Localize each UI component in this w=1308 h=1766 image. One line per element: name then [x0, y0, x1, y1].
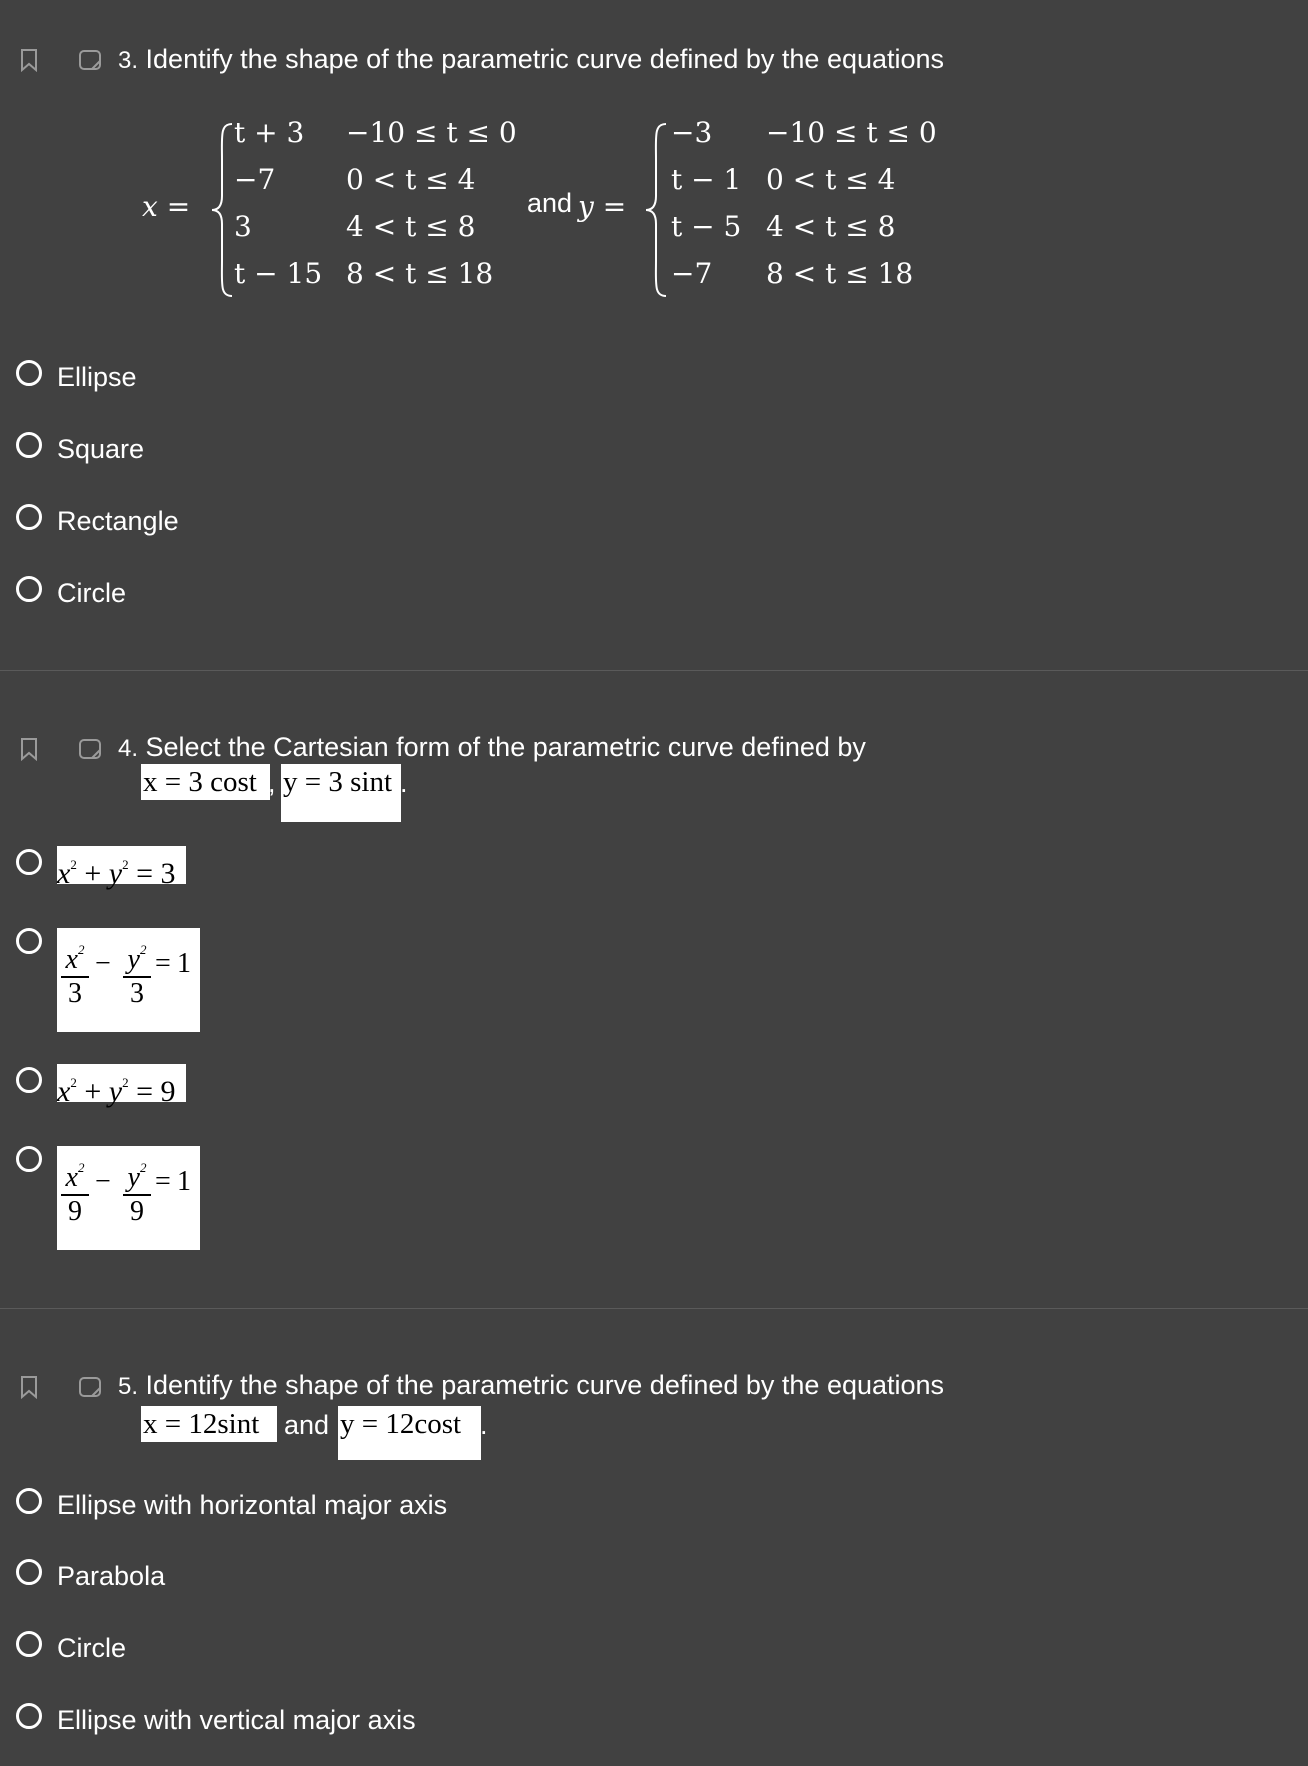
radio-button[interactable] — [16, 1488, 42, 1514]
equation-x: x = 12sint — [141, 1406, 277, 1442]
option-math[interactable]: $x^2 + y^2 = 9$ — [57, 1064, 186, 1102]
option-label[interactable]: Circle — [57, 578, 127, 608]
equation-y: y = 3 sint — [281, 764, 401, 822]
question-number: 3. — [118, 47, 139, 74]
x-case-expr: 3 — [234, 210, 252, 243]
radio-button[interactable] — [16, 504, 42, 530]
flag-icon[interactable] — [78, 738, 102, 760]
y-case-cond: 4 < t ≤ 8 — [766, 210, 896, 243]
radio-button[interactable] — [16, 1067, 42, 1093]
question-text: Identify the shape of the parametric curve defined by the equations — [145, 44, 945, 74]
bookmark-icon[interactable] — [20, 1375, 38, 1399]
y-lhs: y = — [578, 190, 627, 223]
question-number: 4. — [118, 735, 139, 762]
period: . — [480, 1410, 488, 1440]
bookmark-icon[interactable] — [20, 48, 38, 72]
left-brace-x — [210, 120, 236, 300]
option-label[interactable]: Square — [57, 434, 145, 464]
x-lhs: x = — [142, 190, 191, 223]
option-label[interactable]: Rectangle — [57, 506, 179, 536]
x-case-expr: −7 — [234, 163, 276, 196]
radio-button[interactable] — [16, 1631, 42, 1657]
option-math[interactable]: $x^2$ 9 − $y^2$ 9 = 1 — [57, 1146, 200, 1250]
y-case-expr: t − 1 — [671, 163, 742, 196]
radio-button[interactable] — [16, 849, 42, 875]
y-case-cond: 0 < t ≤ 4 — [766, 163, 896, 196]
y-case-expr: −7 — [671, 257, 713, 290]
x-case-expr: t + 3 — [234, 116, 305, 149]
radio-button[interactable] — [16, 928, 42, 954]
radio-button[interactable] — [16, 360, 42, 386]
question-number: 5. — [118, 1373, 139, 1400]
equation-x: x = 3 cost — [141, 764, 270, 800]
option-label[interactable]: Ellipse — [57, 362, 137, 392]
and-label: and — [284, 1410, 330, 1440]
bookmark-icon[interactable] — [20, 737, 38, 761]
x-case-cond: 4 < t ≤ 8 — [346, 210, 476, 243]
y-case-expr: −3 — [671, 116, 713, 149]
option-math[interactable]: $x^2$ 3 − $y^2$ 3 = 1 — [57, 928, 200, 1032]
x-case-cond: 8 < t ≤ 18 — [346, 257, 494, 290]
y-case-cond: −10 ≤ t ≤ 0 — [766, 116, 937, 149]
flag-icon[interactable] — [78, 1376, 102, 1398]
x-case-cond: −10 ≤ t ≤ 0 — [346, 116, 517, 149]
option-label[interactable]: Parabola — [57, 1561, 166, 1591]
y-case-expr: t − 5 — [671, 210, 742, 243]
and-label: and — [527, 188, 573, 218]
option-label[interactable]: Ellipse with horizontal major axis — [57, 1490, 448, 1520]
radio-button[interactable] — [16, 1559, 42, 1585]
x-case-expr: t − 15 — [234, 257, 323, 290]
comma: , — [268, 768, 276, 798]
x-case-cond: 0 < t ≤ 4 — [346, 163, 476, 196]
option-label[interactable]: Circle — [57, 1633, 127, 1663]
option-math[interactable]: $x^2 + y^2 = 3$ — [57, 846, 186, 884]
y-case-cond: 8 < t ≤ 18 — [766, 257, 914, 290]
divider — [0, 670, 1308, 671]
radio-button[interactable] — [16, 432, 42, 458]
divider — [0, 1308, 1308, 1309]
left-brace-y — [644, 120, 670, 300]
radio-button[interactable] — [16, 576, 42, 602]
radio-button[interactable] — [16, 1703, 42, 1729]
radio-button[interactable] — [16, 1146, 42, 1172]
question-text: Identify the shape of the parametric curve defined by the equations — [145, 1370, 945, 1400]
flag-icon[interactable] — [78, 49, 102, 71]
period: . — [400, 768, 408, 798]
option-label[interactable]: Ellipse with vertical major axis — [57, 1705, 416, 1735]
question-text: Select the Cartesian form of the parametric curve defined by — [145, 732, 866, 762]
equation-y: y = 12cost — [338, 1406, 481, 1460]
